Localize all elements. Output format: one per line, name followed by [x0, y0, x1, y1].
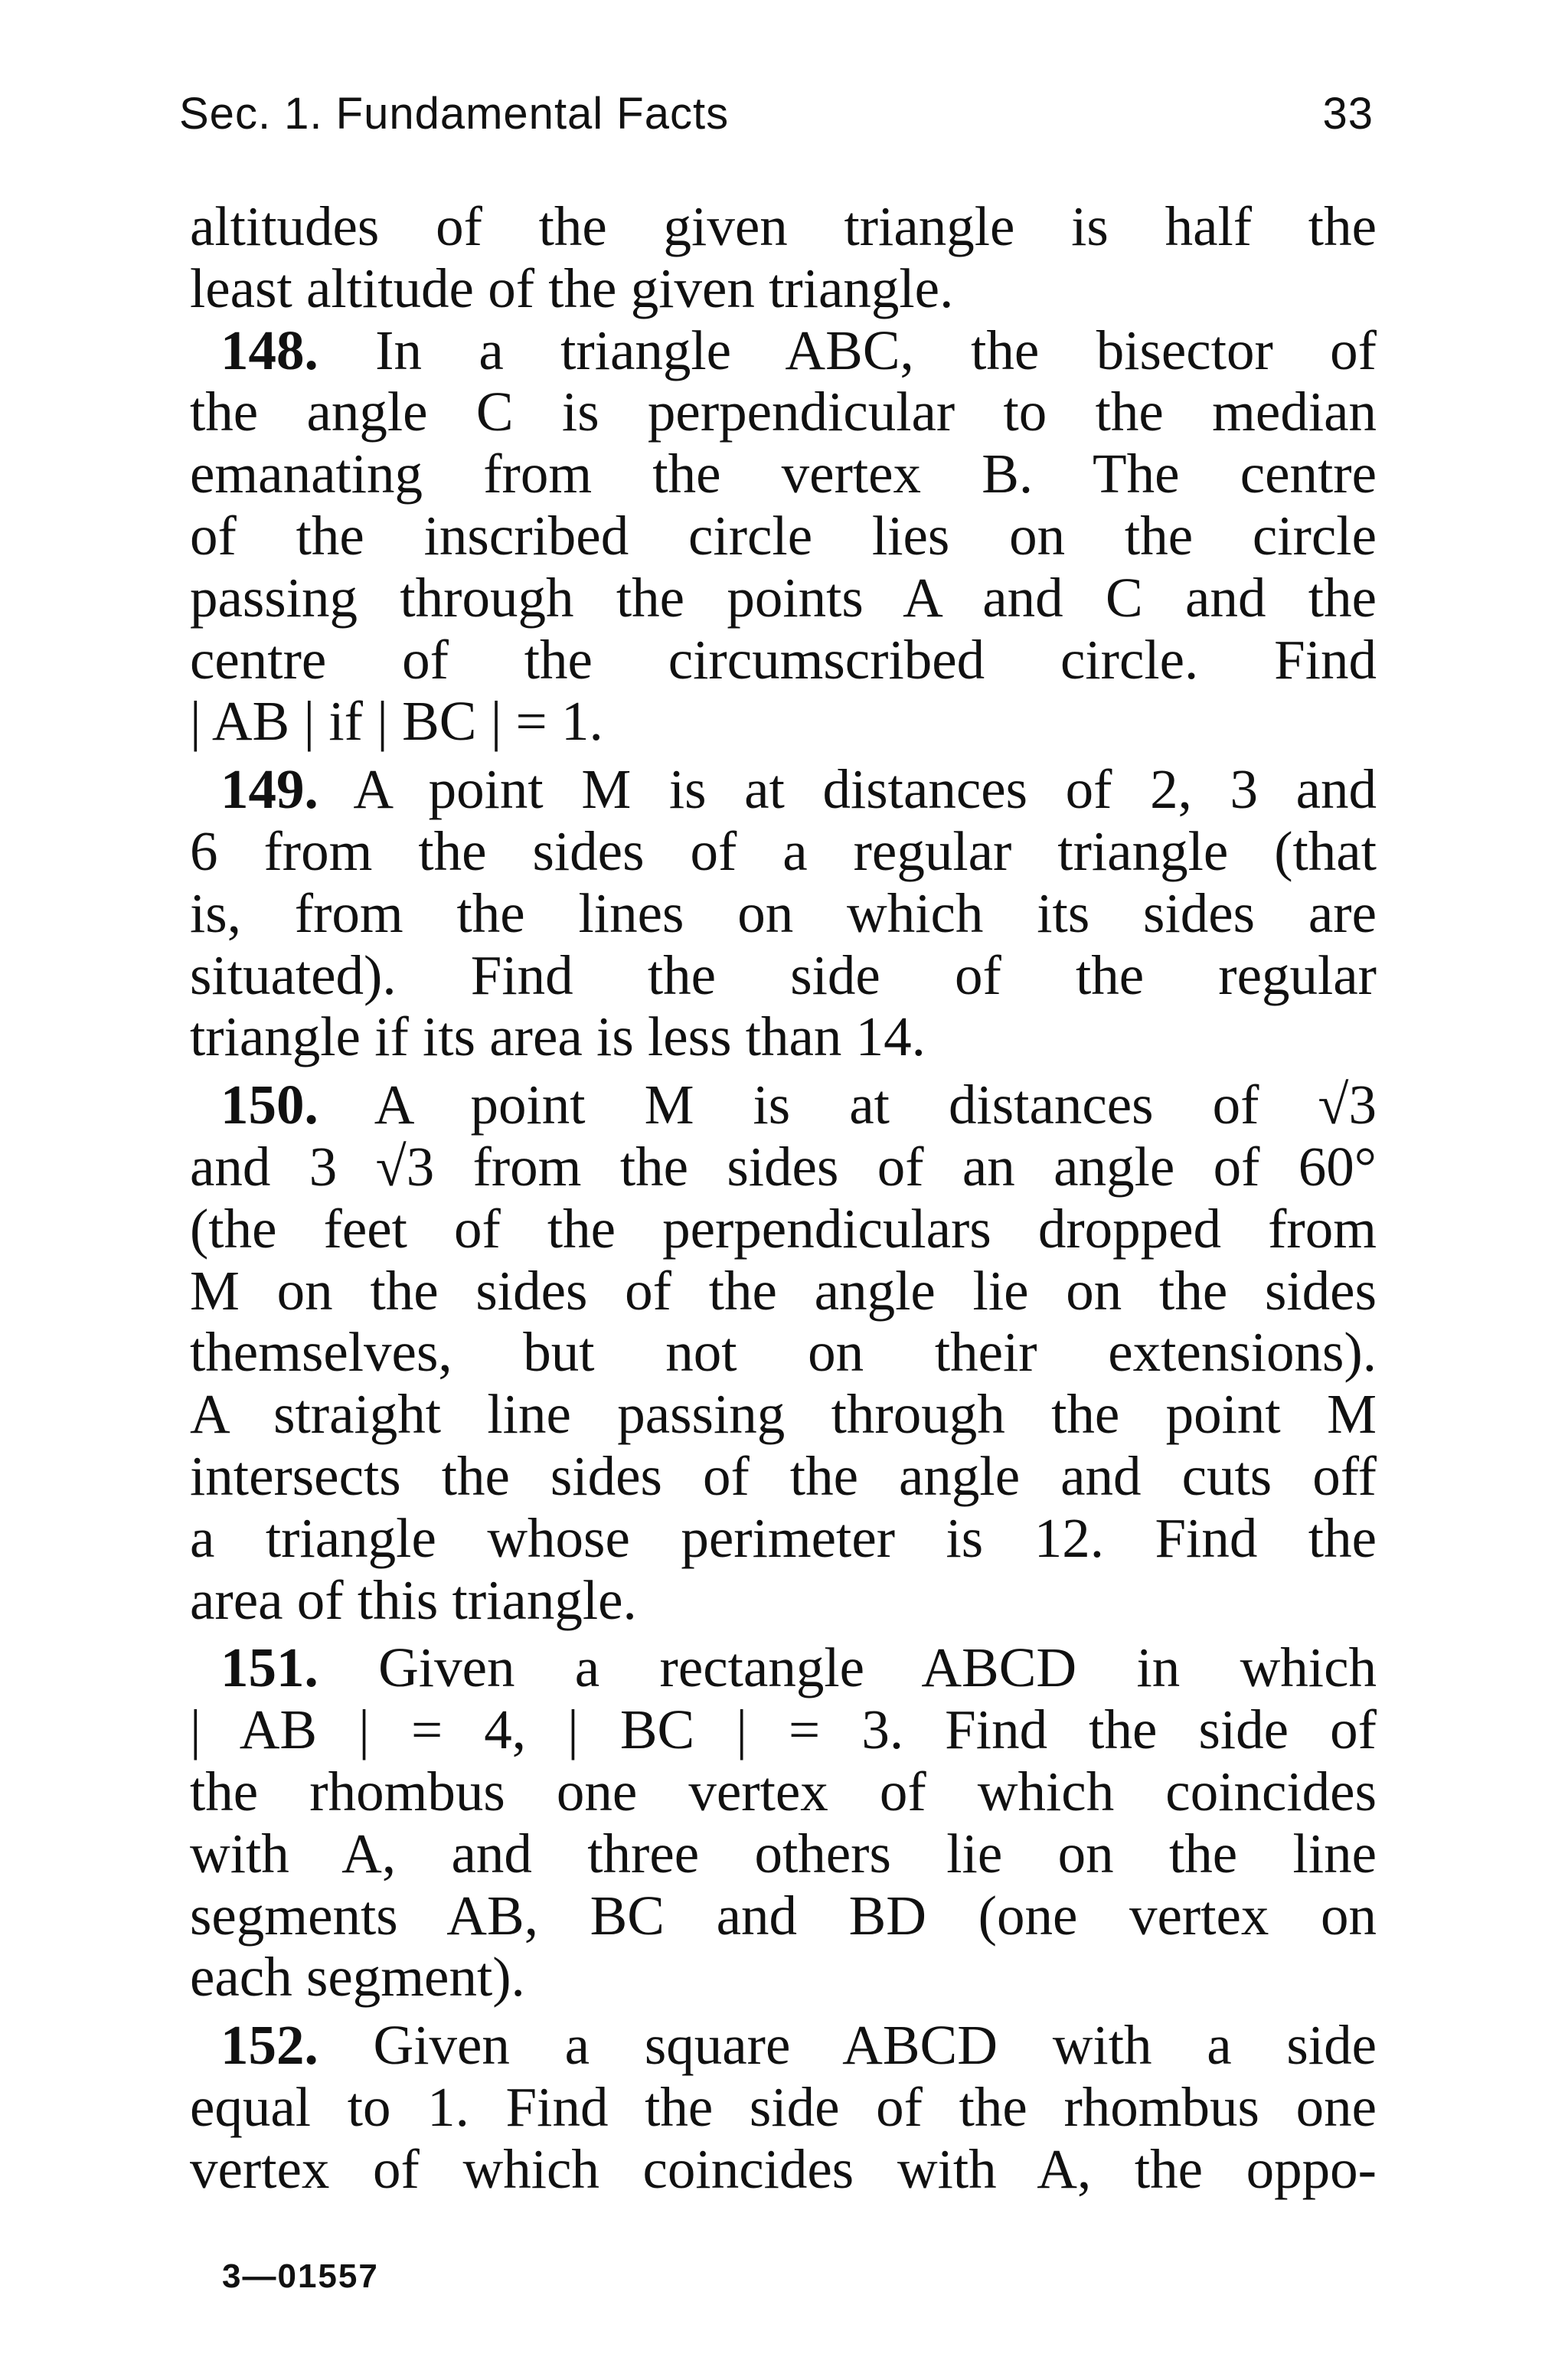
text-line: passing through the points A and C and the: [190, 566, 1377, 629]
problem-text: Given a square ABCD with a side: [318, 2014, 1377, 2077]
problem-150: [190, 1074, 1377, 1631]
problem-text: In a triangle ABC, the bisector of: [318, 319, 1377, 381]
text-line: centre of the circumscribed circle. Find: [190, 628, 1377, 691]
problem-148: [190, 320, 1377, 754]
text-line: area of this triangle.: [190, 1568, 637, 1631]
text-line: [190, 1637, 1377, 1699]
text-line: [190, 2015, 1377, 2077]
problem-number: 152.: [220, 2014, 318, 2077]
text-line: a triangle whose perimeter is 12. Find the: [190, 1506, 1377, 1569]
signature-mark: 3—01557: [222, 2257, 379, 2295]
problem-number: 148.: [220, 319, 318, 381]
text-line: [190, 320, 1377, 382]
problem-number: 149.: [220, 758, 318, 821]
problem-text: A point M is at distances of 2, 3 and: [318, 758, 1377, 821]
problem-number: 150.: [220, 1074, 318, 1136]
text-line: (the feet of the perpendiculars dropped from: [190, 1197, 1377, 1260]
text-line: segments AB, BC and BD (one vertex on: [190, 1884, 1377, 1947]
page-body: [190, 196, 1377, 2201]
text-line: triangle if its area is less than 14.: [190, 1005, 926, 1068]
text-line: | AB | if | BC | = 1.: [190, 690, 603, 753]
text-line: themselves, but not on their extensions).: [190, 1321, 1377, 1384]
running-header: [179, 80, 1374, 149]
text-line: each segment).: [190, 1946, 525, 2009]
text-line: | AB | = 4, | BC | = 3. Find the side of: [190, 1698, 1377, 1761]
text-line: situated). Find the side of the regular: [190, 943, 1377, 1006]
text-line: equal to 1. Find the side of the rhombus one: [190, 2075, 1377, 2138]
text-line: of the inscribed circle lies on the circle: [190, 504, 1377, 567]
text-line: is, from the lines on which its sides are: [190, 881, 1377, 944]
page-number: 33: [1322, 89, 1374, 139]
problem-text: Given a rectangle ABCD in which: [318, 1636, 1377, 1699]
text-line: A straight line passing through the point M: [190, 1383, 1377, 1446]
problem-152: [190, 2015, 1377, 2200]
text-line: [190, 1074, 1377, 1136]
problem-151: [190, 1637, 1377, 2009]
text-line: [190, 759, 1377, 821]
problem-text: A point M is at distances of √3: [318, 1074, 1377, 1136]
text-line: altitudes of the given triangle is half the: [190, 195, 1377, 257]
text-line: intersects the sides of the angle and cuts off: [190, 1444, 1377, 1507]
text-line: vertex of which coincides with A, the oppo-: [190, 2137, 1377, 2200]
text-line: and 3 √3 from the sides of an angle of 60°: [190, 1135, 1377, 1198]
problem-number: 151.: [220, 1636, 318, 1699]
text-line: M on the sides of the angle lie on the sides: [190, 1259, 1377, 1322]
paragraph-continuation: [190, 196, 1377, 320]
text-line: with A, and three others lie on the line: [190, 1822, 1377, 1885]
text-line: least altitude of the given triangle.: [190, 257, 954, 319]
problem-149: [190, 759, 1377, 1068]
text-line: emanating from the vertex B. The centre: [190, 443, 1377, 505]
text-line: the rhombus one vertex of which coincides: [190, 1760, 1377, 1823]
text-line: 6 from the sides of a regular triangle (that: [190, 819, 1377, 882]
section-title: Sec. 1. Fundamental Facts: [179, 89, 730, 139]
text-line: the angle C is perpendicular to the median: [190, 381, 1377, 443]
